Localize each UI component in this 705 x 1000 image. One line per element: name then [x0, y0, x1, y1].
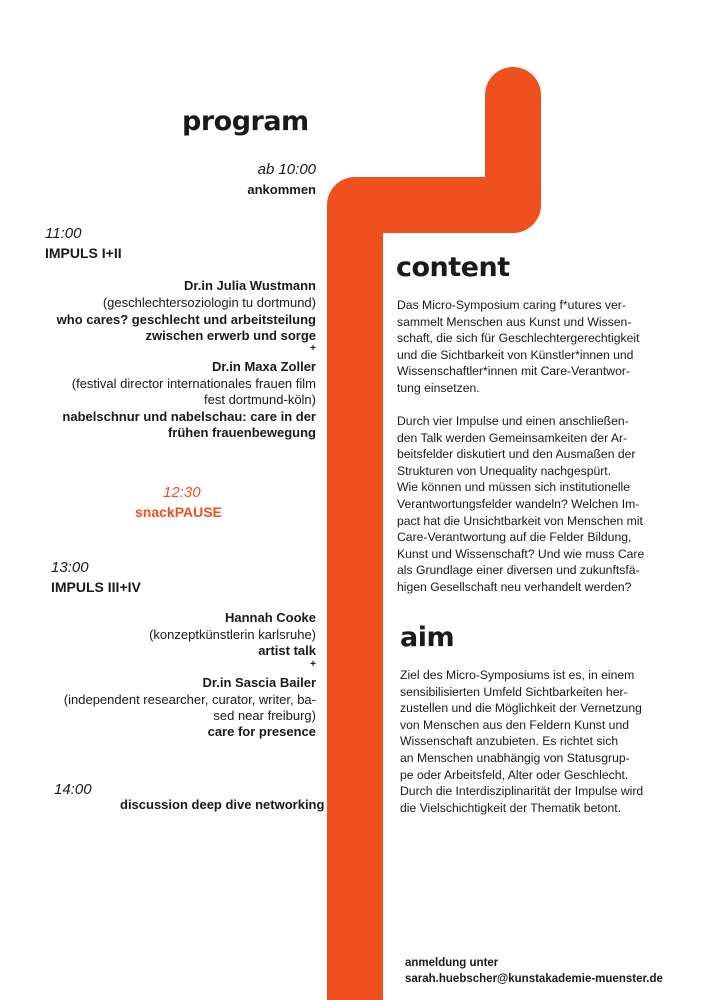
- talk-title-line: frühen frauenbewegung: [167, 425, 316, 440]
- text-line: Kunst und Wissenschaft? Und wie muss Care: [397, 546, 645, 561]
- text-line: higen Gesellschaft neu verhandelt werden?: [397, 579, 632, 594]
- speaker-affiliation: fest dortmund-köln): [204, 392, 316, 407]
- speaker-name: Dr.in Sascia Bailer: [202, 675, 316, 690]
- text-line: und die Sichtbarkeit von Künstler*innen und: [397, 347, 634, 362]
- speaker-name: Dr.in Julia Wustmann: [184, 278, 316, 293]
- text-line: Care-Verantwortung auf die Felder Bildung,: [397, 530, 632, 545]
- talk-title-line: nabelschnur und nabelschau: care in der: [62, 409, 316, 424]
- talk-title-line: care for presence: [207, 724, 316, 739]
- session2-time: 13:00: [51, 559, 89, 576]
- text-line: die Vielschichtigkeit der Thematik betont.: [400, 800, 622, 815]
- speaker-affiliation: sed near freiburg): [213, 708, 316, 723]
- text-line: den Talk werden Gemeinsamkeiten der Ar-: [397, 430, 628, 445]
- aim-paragraph: [400, 667, 668, 816]
- plus-separator: +: [310, 343, 316, 354]
- speaker-name: Dr.in Maxa Zoller: [211, 359, 316, 374]
- text-line: Strukturen von Unequality nachgespürt.: [397, 463, 612, 478]
- talk-title-line: artist talk: [258, 643, 316, 658]
- closing-time: 14:00: [54, 781, 92, 798]
- speaker-affiliation: (geschlechtersoziologin tu dortmund): [102, 295, 316, 310]
- session1-time: 11:00: [45, 225, 82, 242]
- content-paragraph-1: [397, 297, 665, 397]
- talk-title-line: who cares? geschlecht und arbeitsteilung: [56, 312, 316, 327]
- text-line: schaft, die sich für Geschlechtergerechtigkeit: [397, 331, 640, 346]
- speaker-name: Hannah Cooke: [224, 610, 316, 625]
- registration-label: anmeldung unter: [405, 957, 499, 969]
- text-line: Durch vier Impulse und einen anschließen-: [397, 414, 629, 428]
- text-line: Das Micro-Symposium caring f*utures ver-: [397, 298, 626, 312]
- text-line: Verantwortungsfelder wandeln? Welchen Im-: [397, 496, 640, 511]
- text-line: Wie können und müssen sich institutionelle: [397, 480, 631, 495]
- talk-title-line: zwischen erwerb und sorge: [145, 328, 316, 343]
- text-line: sensibilisierten Umfeld Sichtbarkeiten her-: [400, 684, 628, 699]
- text-line: beitsfelder diskutiert und den Ausmaßen der: [397, 447, 636, 462]
- text-line: sammelt Menschen aus Kunst und Wissen-: [397, 314, 632, 329]
- text-line: Ziel des Micro-Symposiums ist es, in einem: [400, 668, 635, 682]
- break-label: snackPAUSE: [135, 504, 222, 520]
- text-line: pact hat die Unsichtbarkeit von Menschen mit: [397, 513, 643, 528]
- aim-heading: aim: [400, 622, 455, 653]
- text-line: Wissenschaftler*innen mit Care-Verantwor-: [397, 364, 631, 379]
- arrival-label: ankommen: [247, 182, 316, 197]
- text-line: zustellen und die Möglichkeit der Vernetzung: [400, 701, 642, 716]
- text-line: als Grundlage einer diversen und zukunftsfä-: [397, 563, 640, 578]
- speaker-affiliation: (konzeptkünstlerin karlsruhe): [149, 627, 316, 642]
- text-line: pe oder Arbeitsfeld, Alter oder Geschlecht.: [400, 767, 629, 782]
- content-heading: content: [396, 252, 510, 283]
- content-paragraph-2: [397, 413, 665, 596]
- text-line: von Menschen aus den Feldern Kunst und: [400, 717, 630, 732]
- text-line: Durch die Interdisziplinarität der Impulse wird: [400, 784, 644, 799]
- closing-label: discussion deep dive networking: [120, 797, 325, 812]
- text-line: tung einsetzen.: [397, 380, 480, 395]
- speaker-affiliation: (festival director internationales frauen film: [71, 376, 316, 391]
- text-line: Wissenschaft anzubieten. Es richtet sich: [400, 734, 619, 749]
- speaker-affiliation: (independent researcher, curator, writer, ba-: [63, 692, 316, 707]
- arrival-time: ab 10:00: [257, 161, 316, 178]
- session1-title: IMPULS I+II: [45, 245, 122, 261]
- break-time: 12:30: [163, 484, 201, 501]
- program-heading: program: [182, 106, 309, 137]
- session2-title: IMPULS III+IV: [51, 579, 141, 595]
- plus-separator: +: [310, 659, 316, 670]
- registration-email[interactable]: sarah.huebscher@kunstakademie-muenster.de: [405, 973, 663, 985]
- text-line: an Menschen unabhängig von Statusgrup-: [400, 750, 630, 765]
